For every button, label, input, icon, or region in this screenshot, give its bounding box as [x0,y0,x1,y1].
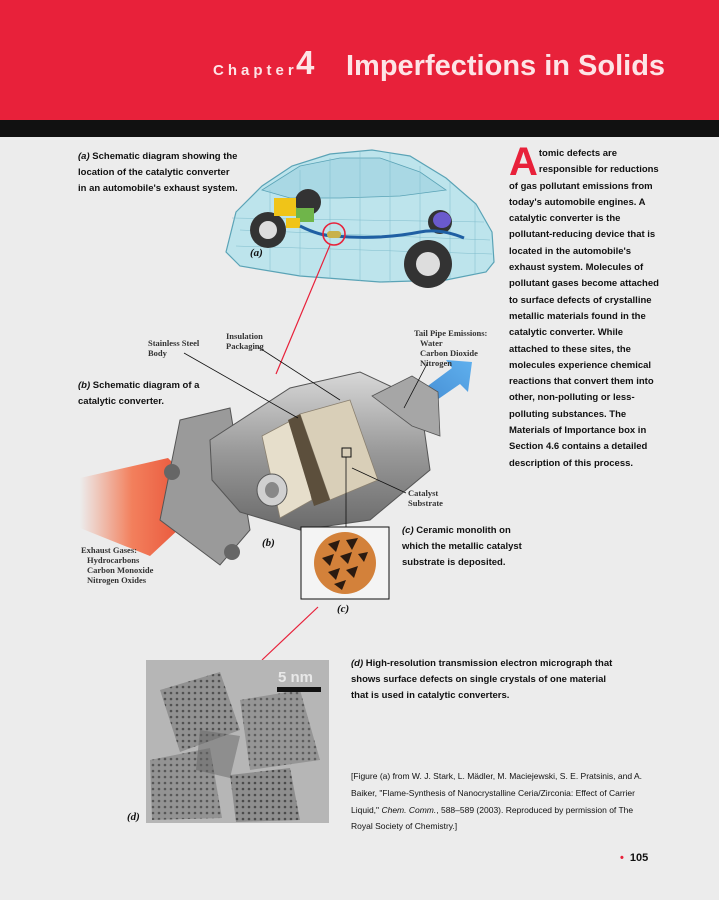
annotation-catalyst-substrate [408,488,443,508]
annotation-line: Nitrogen [420,358,452,368]
annotation-line: Carbon Monoxide [87,565,154,575]
annotation-line: Tail Pipe Emissions: [414,328,488,338]
caption-d-label: (d) [351,658,364,669]
annotation-line: Stainless Steel [148,338,200,348]
caption-a-text: Schematic diagram showing the location of the catalytic converter in an automobile's exhaust system. [78,151,238,194]
figure-credit [351,768,651,835]
page-number: 105 [629,852,649,864]
caption-c-label: (c) [402,525,414,536]
annotation-line: Nitrogen Oxides [87,575,147,585]
figure-label-a: (a) [250,247,263,259]
page-number-block [620,852,648,864]
annotation-stainless-steel-body [148,338,199,358]
annotation-line: Insulation [226,331,263,341]
annotation-line: Water [420,338,443,348]
car-wireframe-illustration [226,150,494,288]
chapter-intro-text [509,140,659,472]
annotation-exhaust-gases [81,545,153,585]
annotation-line: Hydrocarbons [87,555,140,565]
chapter-word: Chapter [213,62,298,79]
caption-c-text: Ceramic monolith on which the metallic catalyst substrate is deposited. [402,525,522,568]
annotation-tail-pipe-emissions [414,328,487,368]
caption-a-label: (a) [78,151,90,162]
caption-a [78,149,238,197]
caption-b [78,378,218,410]
intro-paragraph: tomic defects are responsible for reductions of gas pollutant emissions from today's automobile engines. A catalytic converter is the pollutant-reducing device that is located in the automobile's exhaust system. Molecules of pollutant gases become attached to surface defects of crystalline metallic materials found in the catalytic converter. While attached to these sites, the molecules experience chemical reactions that convert them into other, non-polluting or less-polluting substances. The Materials of Importance box in Section 4.6 contains a detailed description of this process. [509,148,659,469]
credit-journal: Chem. Comm. [381,804,437,815]
figure-label-c: (c) [337,603,350,615]
caption-b-text: Schematic diagram of a catalytic converter. [78,380,200,407]
caption-d [351,656,616,704]
drop-cap: A [509,140,538,184]
annotation-line: Exhaust Gases: [81,545,137,555]
ceramic-monolith-inset [301,527,389,599]
caption-b-label: (b) [78,380,91,391]
chapter-number: 4 [296,44,315,81]
annotation-line: Catalyst [408,488,439,498]
credit-text-end: , 588–589 (2003). Reproduced by permission of The Royal Society of Chemistry.] [351,804,634,832]
caption-d-text: High-resolution transmission electron micrograph that shows surface defects on single crystals of one material that is used in catalytic converters. [351,658,613,701]
annotation-line: Body [148,348,167,358]
annotation-line: Packaging [226,341,264,351]
annotation-insulation-packaging [226,331,264,351]
caption-c [402,523,532,571]
connector-c-to-d [262,607,318,660]
annotation-line: Substrate [408,498,443,508]
credit-text: [Figure (a) from W. J. Stark, L. Mädler, M. Maciejewski, S. E. Pratsinis, and A. Baiker, "Flame-Synthesis of Nanocrystalline Ceria/Zirconia: Effect of Carrier Liquid," [351,771,642,815]
scale-bar-label: 5 nm [278,669,314,686]
figure-label-b: (b) [262,537,275,549]
figure-label-d: (d) [127,811,140,823]
chapter-title: Imperfections in Solids [346,50,666,82]
page-bullet-icon: • [620,852,624,864]
annotation-line: Carbon Dioxide [420,348,478,358]
